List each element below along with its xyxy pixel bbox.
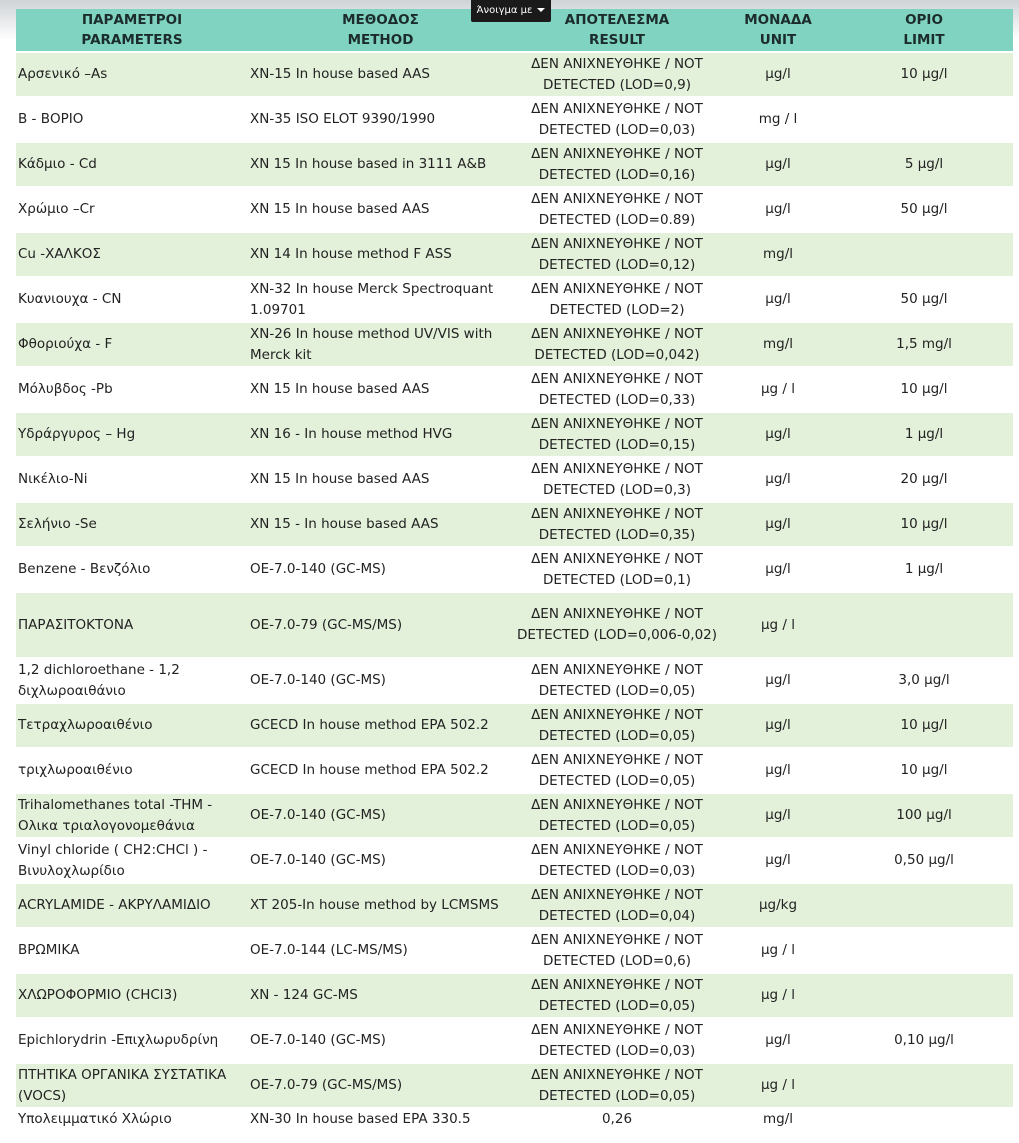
table-row	[16, 839, 1013, 882]
table-row	[16, 233, 1013, 276]
table-body	[16, 53, 1013, 1130]
cell-method: OE-7.0-140 (GC-MS)	[248, 794, 513, 837]
cell-limit: 100 μg/l	[835, 794, 1013, 837]
cell-param: τριχλωροαιθένιο	[16, 749, 248, 792]
cell-method: OE-7.0-140 (GC-MS)	[248, 659, 513, 702]
cell-limit	[835, 1064, 1013, 1107]
cell-unit: μg/l	[721, 143, 835, 186]
cell-result: ΔΕΝ ΑΝΙΧΝΕΥΘΗΚΕ / NOT DETECTED (LOD=0,05)	[513, 659, 721, 702]
cell-method: XN 16 - In house method HVG	[248, 413, 513, 456]
cell-unit: μg / l	[721, 929, 835, 972]
cell-limit: 1 μg/l	[835, 413, 1013, 456]
cell-unit: mg/l	[721, 1109, 835, 1130]
cell-limit: 50 μg/l	[835, 278, 1013, 321]
cell-limit	[835, 1109, 1013, 1130]
cell-unit: μg/l	[721, 188, 835, 231]
cell-unit: μg / l	[721, 368, 835, 411]
table-row	[16, 929, 1013, 972]
table-row	[16, 413, 1013, 456]
cell-param: Cu -ΧΑΛΚΟΣ	[16, 233, 248, 276]
cell-param: 1,2 dichloroethane - 1,2 διχλωροαιθάνιο	[16, 659, 248, 702]
cell-param: Epichlorydrin -Επιχλωρυδρίνη	[16, 1019, 248, 1062]
cell-param: Benzene - Βενζόλιο	[16, 548, 248, 591]
table-row	[16, 593, 1013, 657]
cell-unit: μg/kg	[721, 884, 835, 927]
cell-unit: μg/l	[721, 53, 835, 96]
header-unit	[721, 9, 835, 51]
table-row	[16, 974, 1013, 1017]
table-row	[16, 503, 1013, 546]
header-method-gr: ΜΕΘΟΔΟΣ	[342, 12, 419, 28]
chevron-down-icon	[537, 8, 545, 12]
cell-param: Μόλυβδος -Pb	[16, 368, 248, 411]
cell-result: ΔΕΝ ΑΝΙΧΝΕΥΘΗΚΕ / NOT DETECTED (LOD=0,05)	[513, 1064, 721, 1107]
cell-param: Κάδμιο - Cd	[16, 143, 248, 186]
cell-method: OE-7.0-144 (LC-MS/MS)	[248, 929, 513, 972]
cell-result: ΔΕΝ ΑΝΙΧΝΕΥΘΗΚΕ / NOT DETECTED (LOD=0,05)	[513, 974, 721, 1017]
cell-unit: μg/l	[721, 659, 835, 702]
cell-limit: 1 μg/l	[835, 548, 1013, 591]
cell-unit: μg/l	[721, 548, 835, 591]
cell-param: ΒΡΩΜΙΚΑ	[16, 929, 248, 972]
cell-result: 0,26	[513, 1109, 721, 1130]
table-row	[16, 98, 1013, 141]
cell-method: GCECD In house method EPA 502.2	[248, 704, 513, 747]
cell-method: OE-7.0-140 (GC-MS)	[248, 1019, 513, 1062]
cell-unit: μg/l	[721, 839, 835, 882]
cell-unit: μg/l	[721, 704, 835, 747]
cell-limit: 20 μg/l	[835, 458, 1013, 501]
cell-unit: mg/l	[721, 323, 835, 366]
table-row	[16, 704, 1013, 747]
cell-limit	[835, 98, 1013, 141]
cell-param: Σελήνιο -Se	[16, 503, 248, 546]
results-table	[16, 7, 1013, 1132]
cell-param: Φθοριούχα - F	[16, 323, 248, 366]
cell-method: OE-7.0-79 (GC-MS/MS)	[248, 593, 513, 657]
cell-limit	[835, 593, 1013, 657]
cell-result: ΔΕΝ ΑΝΙΧΝΕΥΘΗΚΕ / NOT DETECTED (LOD=0,3)	[513, 458, 721, 501]
cell-result: ΔΕΝ ΑΝΙΧΝΕΥΘΗΚΕ / NOT DETECTED (LOD=0,33)	[513, 368, 721, 411]
cell-method: XN 15 In house based AAS	[248, 188, 513, 231]
cell-result: ΔΕΝ ΑΝΙΧΝΕΥΘΗΚΕ / NOT DETECTED (LOD=0,04)	[513, 884, 721, 927]
cell-method: OE-7.0-140 (GC-MS)	[248, 839, 513, 882]
cell-unit: μg / l	[721, 593, 835, 657]
table-row	[16, 1064, 1013, 1107]
cell-unit: mg / l	[721, 98, 835, 141]
cell-result: ΔΕΝ ΑΝΙΧΝΕΥΘΗΚΕ / NOT DETECTED (LOD=2)	[513, 278, 721, 321]
cell-method: XN-30 In house based EPA 330.5	[248, 1109, 513, 1130]
header-parameters	[16, 9, 248, 51]
header-result-en: RESULT	[589, 32, 645, 48]
cell-unit: μg / l	[721, 974, 835, 1017]
cell-unit: μg/l	[721, 278, 835, 321]
cell-limit	[835, 974, 1013, 1017]
table-row	[16, 143, 1013, 186]
table-row	[16, 884, 1013, 927]
cell-param: Νικέλιο-Ni	[16, 458, 248, 501]
cell-result: ΔΕΝ ΑΝΙΧΝΕΥΘΗΚΕ / NOT DETECTED (LOD=0,03)	[513, 839, 721, 882]
cell-method: XN-32 In house Merck Spectroquant 1.09701	[248, 278, 513, 321]
header-limit-gr: ΟΡΙΟ	[905, 12, 943, 28]
table-row	[16, 794, 1013, 837]
table-row	[16, 53, 1013, 96]
cell-method: XN-15 In house based AAS	[248, 53, 513, 96]
cell-limit	[835, 233, 1013, 276]
cell-unit: μg / l	[721, 1064, 835, 1107]
cell-method: OE-7.0-140 (GC-MS)	[248, 548, 513, 591]
cell-result: ΔΕΝ ΑΝΙΧΝΕΥΘΗΚΕ / NOT DETECTED (LOD=0,12)	[513, 233, 721, 276]
cell-param: ΠΑΡΑΣΙΤΟΚΤΟΝΑ	[16, 593, 248, 657]
open-with-button[interactable]	[471, 0, 551, 22]
cell-result: ΔΕΝ ΑΝΙΧΝΕΥΘΗΚΕ / NOT DETECTED (LOD=0,03)	[513, 98, 721, 141]
table-row	[16, 368, 1013, 411]
cell-result: ΔΕΝ ΑΝΙΧΝΕΥΘΗΚΕ / NOT DETECTED (LOD=0,16)	[513, 143, 721, 186]
cell-param: Τετραχλωροαιθένιο	[16, 704, 248, 747]
cell-unit: μg/l	[721, 749, 835, 792]
cell-result: ΔΕΝ ΑΝΙΧΝΕΥΘΗΚΕ / NOT DETECTED (LOD=0.89)	[513, 188, 721, 231]
cell-method: XT 205-In house method by LCMSMS	[248, 884, 513, 927]
cell-limit: 3,0 μg/l	[835, 659, 1013, 702]
table-row	[16, 278, 1013, 321]
header-limit-en: LIMIT	[903, 32, 945, 48]
cell-param: ΠΤΗΤΙΚΑ ΟΡΓΑΝΙΚΑ ΣΥΣΤΑΤΙΚΑ (VOCS)	[16, 1064, 248, 1107]
cell-method: XN-26 In house method UV/VIS with Merck kit	[248, 323, 513, 366]
cell-method: XN 15 In house based AAS	[248, 458, 513, 501]
cell-result: ΔΕΝ ΑΝΙΧΝΕΥΘΗΚΕ / NOT DETECTED (LOD=0,03)	[513, 1019, 721, 1062]
cell-param: Υπολειμματικό Χλώριο	[16, 1109, 248, 1130]
cell-limit: 1,5 mg/l	[835, 323, 1013, 366]
cell-limit: 50 μg/l	[835, 188, 1013, 231]
cell-method: XN 14 In house method F ASS	[248, 233, 513, 276]
cell-method: OE-7.0-79 (GC-MS/MS)	[248, 1064, 513, 1107]
cell-param: Αρσενικό –As	[16, 53, 248, 96]
cell-param: Υδράργυρος – Hg	[16, 413, 248, 456]
cell-param: Χρώμιο –Cr	[16, 188, 248, 231]
cell-param: Trihalomethanes total -THM - Ολικα τριαλογονομεθάνια	[16, 794, 248, 837]
cell-result: ΔΕΝ ΑΝΙΧΝΕΥΘΗΚΕ / NOT DETECTED (LOD=0,6)	[513, 929, 721, 972]
cell-limit: 10 μg/l	[835, 368, 1013, 411]
cell-method: XN 15 - In house based AAS	[248, 503, 513, 546]
cell-method: XN 15 In house based AAS	[248, 368, 513, 411]
cell-param: B - ΒΟΡΙΟ	[16, 98, 248, 141]
header-result-gr: ΑΠΟΤΕΛΕΣΜΑ	[564, 12, 670, 28]
header-parameters-gr: ΠΑΡΑΜΕΤΡΟΙ	[81, 12, 183, 28]
table-row	[16, 1109, 1013, 1130]
cell-method: XN - 124 GC-MS	[248, 974, 513, 1017]
header-limit	[835, 9, 1013, 51]
cell-result: ΔΕΝ ΑΝΙΧΝΕΥΘΗΚΕ / NOT DETECTED (LOD=0,9)	[513, 53, 721, 96]
cell-method: XN-35 ISO ELOT 9390/1990	[248, 98, 513, 141]
cell-limit: 0,50 μg/l	[835, 839, 1013, 882]
cell-result: ΔΕΝ ΑΝΙΧΝΕΥΘΗΚΕ / NOT DETECTED (LOD=0,1)	[513, 548, 721, 591]
cell-param: ΧΛΩΡΟΦΟΡΜΙΟ (CHCl3)	[16, 974, 248, 1017]
cell-result: ΔΕΝ ΑΝΙΧΝΕΥΘΗΚΕ / NOT DETECTED (LOD=0,15)	[513, 413, 721, 456]
cell-result: ΔΕΝ ΑΝΙΧΝΕΥΘΗΚΕ / NOT DETECTED (LOD=0,05)	[513, 749, 721, 792]
cell-unit: μg/l	[721, 1019, 835, 1062]
cell-limit: 5 μg/l	[835, 143, 1013, 186]
header-method-en: METHOD	[347, 32, 414, 48]
cell-result: ΔΕΝ ΑΝΙΧΝΕΥΘΗΚΕ / NOT DETECTED (LOD=0,006-0,02)	[513, 593, 721, 657]
cell-unit: μg/l	[721, 794, 835, 837]
header-parameters-en: PARAMETERS	[81, 32, 183, 48]
header-unit-gr: ΜΟΝΑΔΑ	[744, 12, 812, 28]
table-row	[16, 749, 1013, 792]
header-unit-en: UNIT	[759, 32, 797, 48]
cell-unit: μg/l	[721, 413, 835, 456]
cell-unit: mg/l	[721, 233, 835, 276]
table-row	[16, 188, 1013, 231]
cell-limit: 0,10 μg/l	[835, 1019, 1013, 1062]
cell-result: ΔΕΝ ΑΝΙΧΝΕΥΘΗΚΕ / NOT DETECTED (LOD=0,042)	[513, 323, 721, 366]
table-row	[16, 323, 1013, 366]
cell-result: ΔΕΝ ΑΝΙΧΝΕΥΘΗΚΕ / NOT DETECTED (LOD=0,05)	[513, 794, 721, 837]
cell-limit: 10 μg/l	[835, 704, 1013, 747]
cell-limit: 10 μg/l	[835, 503, 1013, 546]
cell-param: Κυανιουχα - CN	[16, 278, 248, 321]
cell-result: ΔΕΝ ΑΝΙΧΝΕΥΘΗΚΕ / NOT DETECTED (LOD=0,35)	[513, 503, 721, 546]
table-row	[16, 548, 1013, 591]
table-row	[16, 1019, 1013, 1062]
cell-method: GCECD In house method EPA 502.2	[248, 749, 513, 792]
cell-limit	[835, 929, 1013, 972]
cell-param: ACRYLAMIDE - ΑΚΡΥΛΑΜΙΔΙΟ	[16, 884, 248, 927]
table-row	[16, 458, 1013, 501]
cell-result: ΔΕΝ ΑΝΙΧΝΕΥΘΗΚΕ / NOT DETECTED (LOD=0,05)	[513, 704, 721, 747]
open-with-label: Άνοιγμα με	[476, 5, 533, 16]
cell-param: Vinyl chloride ( CH2:CHCl ) - Βινυλοχλωρίδιο	[16, 839, 248, 882]
cell-limit: 10 μg/l	[835, 749, 1013, 792]
table-row	[16, 659, 1013, 702]
cell-limit	[835, 884, 1013, 927]
cell-unit: μg/l	[721, 458, 835, 501]
cell-method: XN 15 In house based in 3111 A&B	[248, 143, 513, 186]
cell-unit: μg/l	[721, 503, 835, 546]
cell-limit: 10 μg/l	[835, 53, 1013, 96]
